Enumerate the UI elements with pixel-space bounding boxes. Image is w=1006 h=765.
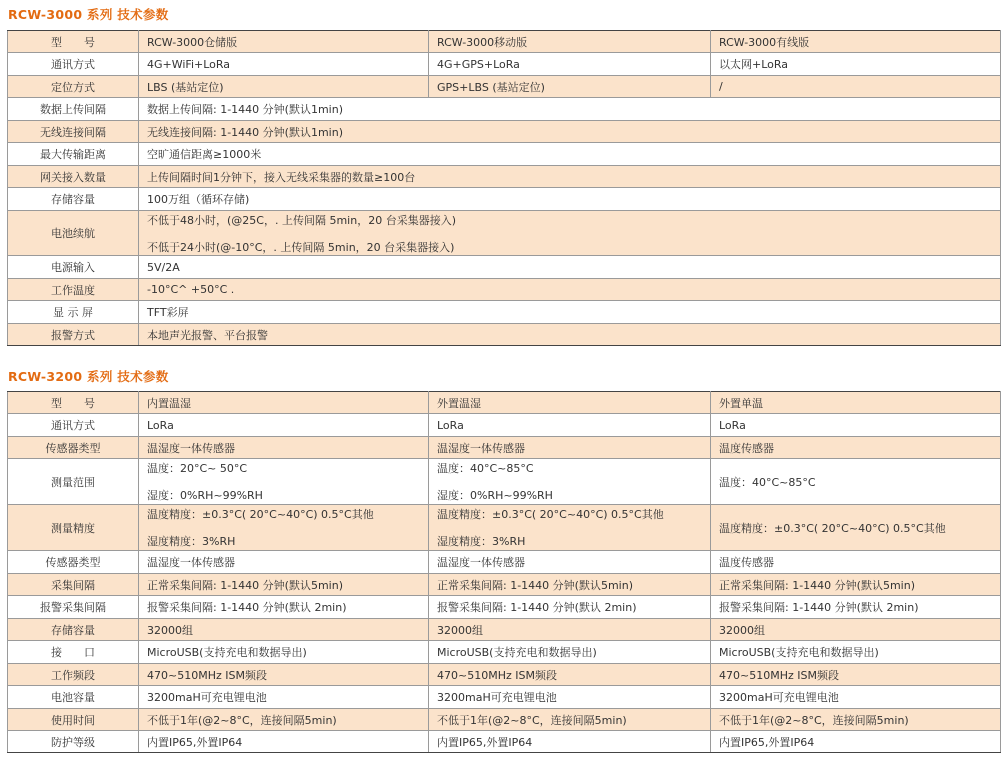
row-label: 通讯方式 <box>8 53 139 76</box>
spec-row <box>8 256 1001 279</box>
value-text: 不低于1年(@2~8°C，连接间隔5min) <box>719 713 909 727</box>
value-text: 温度精度：±0.3°C( 20°C~40°C) 0.5°C其他 <box>719 521 946 535</box>
row-label: 电源输入 <box>8 256 139 279</box>
spec-row <box>8 53 1001 76</box>
value-cell <box>429 686 711 709</box>
value-cell <box>429 619 711 641</box>
spec-row <box>8 731 1001 753</box>
value-cell <box>139 551 429 574</box>
value-cell <box>139 279 1001 301</box>
spec-row <box>8 324 1001 346</box>
value-text: 5V/2A <box>147 260 180 274</box>
value-text: 4G+GPS+LoRa <box>437 57 520 71</box>
value-text: 不低于1年(@2~8°C，连接间隔5min) <box>147 713 337 727</box>
value-cell <box>139 686 429 709</box>
row-label: 报警采集间隔 <box>8 596 139 619</box>
row-label: 测量精度 <box>8 505 139 551</box>
value-text: 正常采集间隔: 1-1440 分钟(默认5min) <box>719 578 915 592</box>
spec-row <box>8 121 1001 143</box>
value-cell <box>429 437 711 459</box>
value-cell <box>711 596 1001 619</box>
row-label: 定位方式 <box>8 76 139 98</box>
value-text: 报警采集间隔: 1-1440 分钟(默认 2min) <box>437 601 637 614</box>
value-cell <box>711 619 1001 641</box>
row-label: 电池续航 <box>8 211 139 256</box>
value-cell <box>139 98 1001 121</box>
spec-table-rcw3000 <box>7 30 1001 346</box>
value-text: 32000组 <box>719 623 765 637</box>
value-cell <box>711 731 1001 753</box>
value-cell <box>139 437 429 459</box>
value-cell <box>139 596 429 619</box>
value-cell <box>139 641 429 664</box>
value-cell <box>139 731 429 753</box>
value-text: 无线连接间隔: 1-1440 分钟(默认1min) <box>147 125 343 139</box>
value-text: 报警采集间隔: 1-1440 分钟(默认 2min) <box>147 601 347 614</box>
value-text: 本地声光报警、平台报警 <box>147 328 268 342</box>
value-cell <box>711 641 1001 664</box>
section-title-rcw3000: RCW-3000 系列 技术参数 <box>8 7 169 22</box>
value-cell <box>429 641 711 664</box>
row-label: 使用时间 <box>8 709 139 731</box>
value-text: 3200maH可充电锂电池 <box>719 691 839 704</box>
spec-row <box>8 392 1001 414</box>
row-label: 电池容量 <box>8 686 139 709</box>
value-cell <box>429 414 711 437</box>
value-text: 4G+WiFi+LoRa <box>147 57 231 71</box>
value-text: 湿度：0%RH~99%RH <box>147 489 263 502</box>
section-title-rcw3200: RCW-3200 系列 技术参数 <box>8 369 169 384</box>
value-cell <box>711 31 1001 53</box>
spec-row <box>8 76 1001 98</box>
value-text: 温度传感器 <box>719 441 774 455</box>
value-cell <box>139 121 1001 143</box>
value-text: 温度传感器 <box>719 556 774 569</box>
value-text: 470~510MHz ISM频段 <box>147 668 267 682</box>
value-cell <box>711 709 1001 731</box>
row-label: 显 示 屏 <box>8 301 139 324</box>
value-text: 报警采集间隔: 1-1440 分钟(默认 2min) <box>719 601 919 614</box>
value-cell <box>429 709 711 731</box>
value-cell <box>429 551 711 574</box>
spec-row <box>8 188 1001 211</box>
value-cell <box>139 143 1001 166</box>
value-cell <box>139 53 429 76</box>
spec-row <box>8 686 1001 709</box>
spec-row <box>8 641 1001 664</box>
spec-row <box>8 551 1001 574</box>
spec-row <box>8 596 1001 619</box>
value-cell <box>711 505 1001 551</box>
value-text: LoRa <box>147 418 174 432</box>
value-text: 正常采集间隔: 1-1440 分钟(默认5min) <box>147 578 343 592</box>
value-text: RCW-3000有线版 <box>719 35 810 49</box>
value-text: 湿度：0%RH~99%RH <box>437 489 553 502</box>
row-label: 型 号 <box>8 31 139 53</box>
spec-row <box>8 211 1001 256</box>
value-text: 外置温湿 <box>437 396 481 410</box>
value-text: 内置IP65,外置IP64 <box>719 735 815 749</box>
spec-row <box>8 505 1001 551</box>
row-label: 型 号 <box>8 392 139 414</box>
value-text: 空旷通信距离≥1000米 <box>147 148 262 161</box>
value-cell <box>139 664 429 686</box>
spec-row <box>8 664 1001 686</box>
spec-row <box>8 166 1001 188</box>
row-label: 存储容量 <box>8 619 139 641</box>
value-text: 3200maH可充电锂电池 <box>147 691 267 704</box>
value-text: / <box>719 80 723 93</box>
value-text: 温度精度：±0.3°C( 20°C~40°C) 0.5°C其他 <box>437 508 664 521</box>
value-text: 温湿度一体传感器 <box>147 556 235 569</box>
value-cell <box>429 459 711 505</box>
value-text: 不低于24小时(@-10°C，. 上传间隔 5min，20 台采集器接入) <box>147 240 455 254</box>
value-text: 湿度精度：3%RH <box>147 535 236 548</box>
value-cell <box>711 686 1001 709</box>
spec-row <box>8 143 1001 166</box>
value-cell <box>139 709 429 731</box>
value-cell <box>139 76 429 98</box>
row-label: 无线连接间隔 <box>8 121 139 143</box>
value-cell <box>139 31 429 53</box>
value-cell <box>139 619 429 641</box>
value-text: 温度：40°C~85°C <box>437 462 534 475</box>
value-text: TFT彩屏 <box>147 306 189 319</box>
row-label: 报警方式 <box>8 324 139 346</box>
spec-row <box>8 414 1001 437</box>
value-cell <box>139 574 429 596</box>
value-cell <box>429 664 711 686</box>
spec-row <box>8 31 1001 53</box>
value-cell <box>139 301 1001 324</box>
value-text: LoRa <box>437 418 464 432</box>
value-text: LoRa <box>719 418 746 432</box>
value-cell <box>429 596 711 619</box>
value-text: 100万组（循环存储) <box>147 193 250 206</box>
value-text: 内置IP65,外置IP64 <box>437 735 533 749</box>
value-cell <box>429 53 711 76</box>
row-label: 最大传输距离 <box>8 143 139 166</box>
spec-row <box>8 709 1001 731</box>
value-cell <box>711 53 1001 76</box>
value-cell <box>711 437 1001 459</box>
value-text: 内置IP65,外置IP64 <box>147 735 243 749</box>
value-text: RCW-3000仓储版 <box>147 35 238 49</box>
value-text: 32000组 <box>147 623 193 637</box>
value-text: GPS+LBS (基站定位) <box>437 80 545 94</box>
value-text: 内置温湿 <box>147 396 191 410</box>
value-cell <box>429 505 711 551</box>
value-text: 湿度精度：3%RH <box>437 535 526 548</box>
value-text: MicroUSB(支持充电和数据导出) <box>719 646 879 659</box>
value-cell <box>711 76 1001 98</box>
value-text: 470~510MHz ISM频段 <box>437 668 557 682</box>
value-cell <box>711 392 1001 414</box>
value-cell <box>429 31 711 53</box>
value-text: 温湿度一体传感器 <box>147 441 235 455</box>
row-label: 工作温度 <box>8 279 139 301</box>
spec-row <box>8 574 1001 596</box>
spec-row <box>8 301 1001 324</box>
row-label: 防护等级 <box>8 731 139 753</box>
value-cell <box>139 211 1001 256</box>
value-text: 不低于1年(@2~8°C，连接间隔5min) <box>437 713 627 727</box>
row-label: 测量范围 <box>8 459 139 505</box>
spec-row <box>8 98 1001 121</box>
spec-row <box>8 459 1001 505</box>
value-text: LBS (基站定位) <box>147 80 224 94</box>
value-cell <box>711 664 1001 686</box>
value-cell <box>139 505 429 551</box>
row-label: 存储容量 <box>8 188 139 211</box>
value-text: 3200mаH可充电锂电池 <box>437 691 557 704</box>
value-cell <box>139 392 429 414</box>
spec-table-rcw3200 <box>7 391 1001 753</box>
value-cell <box>139 324 1001 346</box>
row-label: 传感器类型 <box>8 437 139 459</box>
value-cell <box>429 574 711 596</box>
row-label: 通讯方式 <box>8 414 139 437</box>
value-cell <box>429 392 711 414</box>
value-text: 以太网+LoRa <box>719 58 789 71</box>
value-cell <box>139 166 1001 188</box>
value-cell <box>711 551 1001 574</box>
value-cell <box>139 459 429 505</box>
value-text: MicroUSB(支持充电和数据导出) <box>437 646 597 659</box>
value-cell <box>711 459 1001 505</box>
value-cell <box>711 574 1001 596</box>
value-text: 温湿度一体传感器 <box>437 441 525 455</box>
value-text: 数据上传间隔: 1-1440 分钟(默认1min) <box>147 103 343 116</box>
value-text: 正常采集间隔: 1-1440 分钟(默认5min) <box>437 578 633 592</box>
value-text: 温湿度一体传感器 <box>437 556 525 569</box>
value-text: -10°C^ +50°C . <box>147 283 235 296</box>
spec-row <box>8 437 1001 459</box>
value-cell <box>429 731 711 753</box>
row-label: 接 口 <box>8 641 139 664</box>
value-text: 32000组 <box>437 623 483 637</box>
value-text: 外置单温 <box>719 396 763 410</box>
value-text: 不低于48小时，(@25C，. 上传间隔 5min，20 台采集器接入) <box>147 213 456 227</box>
value-cell <box>139 414 429 437</box>
row-label: 工作频段 <box>8 664 139 686</box>
value-text: 温度：40°C~85°C <box>719 475 816 489</box>
row-label: 数据上传间隔 <box>8 98 139 121</box>
value-cell <box>139 256 1001 279</box>
value-text: 温度：20°C~ 50°C <box>147 462 248 475</box>
value-cell <box>139 188 1001 211</box>
row-label: 传感器类型 <box>8 551 139 574</box>
value-text: 上传间隔时间1分钟下，接入无线采集器的数量≥100台 <box>147 170 416 184</box>
value-cell <box>711 414 1001 437</box>
value-text: RCW-3000移动版 <box>437 35 528 49</box>
value-text: 470~510MHz ISM频段 <box>719 668 839 682</box>
value-cell <box>429 76 711 98</box>
value-text: 温度精度：±0.3°C( 20°C~40°C) 0.5°C其他 <box>147 508 374 521</box>
spec-row <box>8 279 1001 301</box>
row-label: 网关接入数量 <box>8 166 139 188</box>
spec-row <box>8 619 1001 641</box>
value-text: MicroUSB(支持充电和数据导出) <box>147 646 307 659</box>
row-label: 采集间隔 <box>8 574 139 596</box>
